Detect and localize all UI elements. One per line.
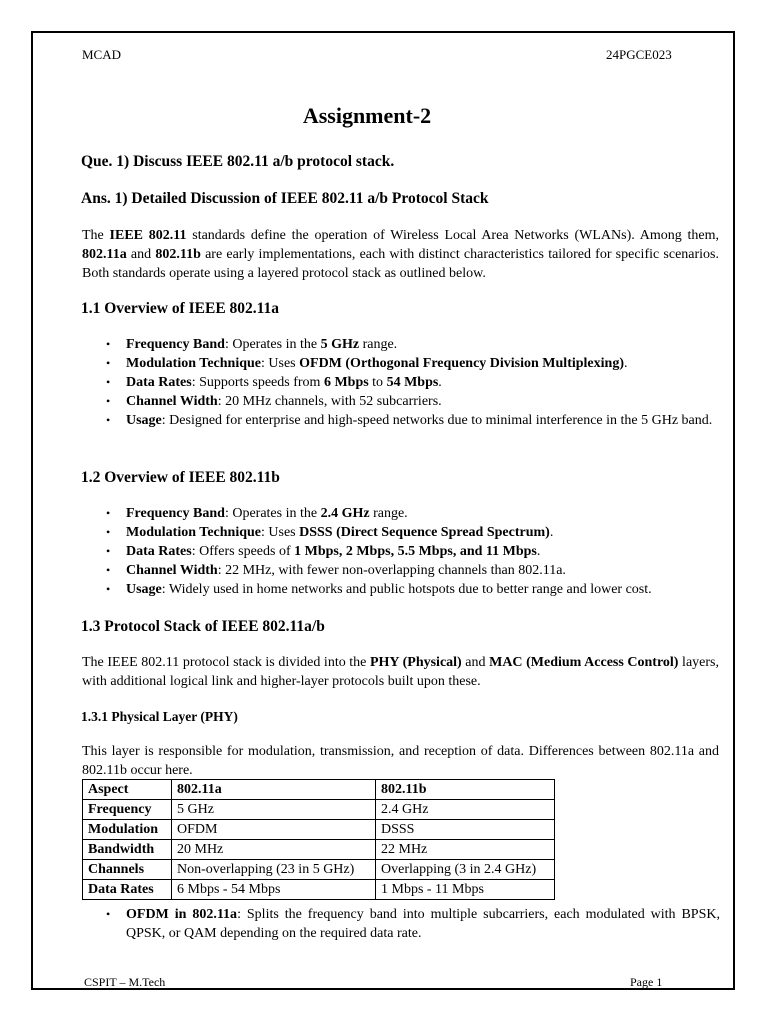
table-cell: 22 MHz — [376, 840, 555, 860]
list-item: • Frequency Band: Operates in the 5 GHz range. — [126, 335, 720, 354]
table-cell: Data Rates — [83, 880, 172, 900]
subsection-heading-1-3-1: 1.3.1 Physical Layer (PHY) — [81, 709, 238, 724]
list-item: • Modulation Technique: Uses OFDM (Orthogonal Frequency Division Multiplexing). — [126, 354, 720, 373]
table-cell: OFDM — [172, 820, 376, 840]
list-item: • Usage: Widely used in home networks and public hotspots due to better range and lower cost. — [126, 580, 720, 599]
table-header-cell: 802.11a — [172, 780, 376, 800]
section-heading-1-3: 1.3 Protocol Stack of IEEE 802.11a/b — [81, 618, 325, 635]
header-right: 24PGCE023 — [606, 47, 672, 62]
table-cell: 2.4 GHz — [376, 800, 555, 820]
footer-page-number: Page 1 — [630, 975, 663, 989]
table-row — [83, 880, 555, 900]
bullet-list-ofdm — [126, 905, 720, 943]
table-cell: 6 Mbps - 54 Mbps — [172, 880, 376, 900]
phy-comparison-table — [82, 779, 555, 900]
list-item: • OFDM in 802.11a: Splits the frequency band into multiple subcarriers, each modulated with BPSK, QPSK, or QAM depending on the required data rate. — [126, 905, 720, 943]
table-header-row — [83, 780, 555, 800]
list-item: • Frequency Band: Operates in the 2.4 GHz range. — [126, 504, 720, 523]
list-item: • Channel Width: 20 MHz channels, with 52 subcarriers. — [126, 392, 720, 411]
phy-paragraph: This layer is responsible for modulation, transmission, and reception of data. Differences between 802.11a and 802.11b occur here. — [82, 744, 719, 778]
section-heading-1-2: 1.2 Overview of IEEE 802.11b — [81, 469, 280, 486]
list-item: • Data Rates: Supports speeds from 6 Mbps to 54 Mbps. — [126, 373, 720, 392]
table-row — [83, 820, 555, 840]
table-row — [83, 860, 555, 880]
table-cell: DSSS — [376, 820, 555, 840]
table-header-cell: Aspect — [83, 780, 172, 800]
document-title: Assignment-2 — [302, 103, 432, 128]
list-item: • Data Rates: Offers speeds of 1 Mbps, 2 Mbps, 5.5 Mbps, and 11 Mbps. — [126, 542, 720, 561]
table-cell: Modulation — [83, 820, 172, 840]
answer-heading: Ans. 1) Detailed Discussion of IEEE 802.11 a/b Protocol Stack — [81, 190, 489, 207]
list-item: • Modulation Technique: Uses DSSS (Direct Sequence Spread Spectrum). — [126, 523, 720, 542]
question-heading: Que. 1) Discuss IEEE 802.11 a/b protocol stack. — [81, 153, 395, 170]
footer-left: CSPIT – M.Tech — [84, 975, 166, 989]
bullet-list-802-11b — [126, 504, 720, 599]
section-heading-1-1: 1.1 Overview of IEEE 802.11a — [81, 300, 280, 317]
table-row — [83, 840, 555, 860]
table-cell: Non-overlapping (23 in 5 GHz) — [172, 860, 376, 880]
table-row — [83, 800, 555, 820]
bullet-list-802-11a — [126, 335, 720, 430]
table-cell: Overlapping (3 in 2.4 GHz) — [376, 860, 555, 880]
list-item: • Usage: Designed for enterprise and high-speed networks due to minimal interference in the 5 GHz band. — [126, 411, 720, 430]
table-cell: Bandwidth — [83, 840, 172, 860]
table-cell: 1 Mbps - 11 Mbps — [376, 880, 555, 900]
table-header-cell: 802.11b — [376, 780, 555, 800]
protocol-stack-paragraph: The IEEE 802.11 protocol stack is divided into the PHY (Physical) and MAC (Medium Access Control) layers, with additional logical link and higher-layer protocols built upon these. — [82, 655, 719, 689]
header-left: MCAD — [82, 47, 122, 62]
table-cell: Frequency — [83, 800, 172, 820]
list-item: • Channel Width: 22 MHz, with fewer non-overlapping channels than 802.11a. — [126, 561, 720, 580]
table-cell: Channels — [83, 860, 172, 880]
table-cell: 5 GHz — [172, 800, 376, 820]
table-cell: 20 MHz — [172, 840, 376, 860]
intro-paragraph: The IEEE 802.11 standards define the operation of Wireless Local Area Networks (WLANs). Among them, 802.11a and 802.11b are early implementations, each with distinct characteristics tailored for specific scenarios. Both standards operate using a layered protocol stack as outlined below. — [82, 228, 720, 281]
